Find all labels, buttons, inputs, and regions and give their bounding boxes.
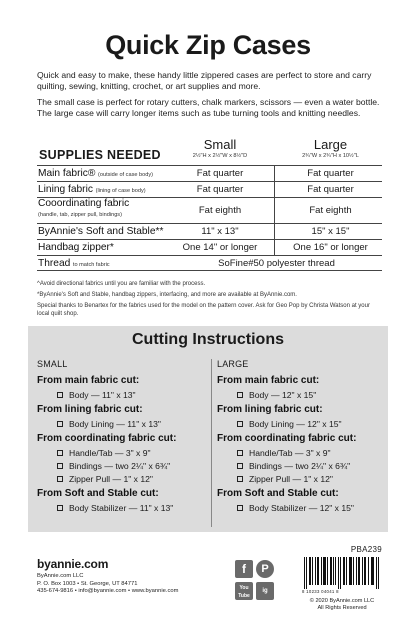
large-value: Fat quarter <box>307 184 354 195</box>
supply-label: Thread to match fabric <box>38 258 110 269</box>
large-value: 15" x 15" <box>311 226 350 237</box>
cut-item: Zipper Pull — 1" x 12" <box>217 472 385 485</box>
intro-paragraph: Quick and easy to make, these handy little zippered cases are perfect to store and carry quilting, sewing, knitting, crochet, or art supplies and more. <box>37 70 372 92</box>
checkbox-icon <box>237 450 243 456</box>
large-value: Fat eighth <box>309 205 352 216</box>
cut-group-heading: From coordinating fabric cut: <box>217 433 357 444</box>
cut-item: Body Stabilizer — 12" x 15" <box>217 501 385 514</box>
checkbox-icon <box>237 421 243 427</box>
supplies-header <box>37 137 382 165</box>
column-divider <box>211 359 212 527</box>
small-value: One 14" or longer <box>182 242 258 253</box>
supply-label: Main fabric® (outside of case body) <box>38 168 154 179</box>
checkbox-icon <box>237 505 243 511</box>
barcode <box>302 557 382 589</box>
youtube-icon[interactable]: You Tube <box>235 582 253 600</box>
checkbox-icon <box>57 463 63 469</box>
small-value: Fat quarter <box>196 168 244 179</box>
page-title: Quick Zip Cases <box>105 30 311 60</box>
checkbox-icon <box>237 463 243 469</box>
large-label: Large <box>313 137 348 152</box>
note: ^Avoid directional fabrics until you are familiar with the process. <box>37 281 206 287</box>
instagram-icon[interactable]: ig <box>256 582 274 600</box>
cut-item: Body Stabilizer — 11" x 13" <box>37 501 207 514</box>
checkbox-icon <box>57 392 63 398</box>
note: Special thanks to Benartex for the fabrics used for the model on the pattern cover. Ask for Geo Pop by Christa Watson at your local quilt shop. <box>37 303 370 317</box>
facebook-icon[interactable]: f <box>235 560 253 578</box>
supply-row <box>37 239 382 255</box>
small-value: Fat eighth <box>198 205 242 216</box>
checkbox-icon <box>57 421 63 427</box>
cutting-title: Cutting Instructions <box>132 331 284 348</box>
cut-item: Handle/Tab — 3" x 9" <box>217 446 385 459</box>
cut-item: Body Lining — 12" x 15" <box>217 417 385 430</box>
small-dimensions: 2½"H x 2½"W x 8½"D <box>192 153 248 159</box>
cut-item: Body — 11" x 13" <box>37 388 207 401</box>
small-value: Fat quarter <box>196 184 244 195</box>
address-block: ByAnnie.com LLC P. O. Box 1003 • St. George, UT 84771 435-674-9816 • info@byannie.com • www.byannie.com <box>37 573 179 594</box>
checkbox-icon <box>57 450 63 456</box>
pattern-code: PBA239 <box>350 545 382 554</box>
small-cutting-column <box>37 359 207 514</box>
footer <box>37 545 382 625</box>
supply-label: Lining fabric (lining of case body) <box>38 184 146 195</box>
supply-row <box>37 255 382 271</box>
cut-item: Zipper Pull — 1" x 12" <box>37 472 207 485</box>
large-heading: LARGE <box>217 359 249 369</box>
cut-item: Body — 12" x 15" <box>217 388 385 401</box>
pinterest-icon[interactable]: P <box>256 560 274 578</box>
notes <box>37 280 382 321</box>
large-column-header <box>279 137 382 159</box>
cut-item: Bindings — two 2¼" x 6¾" <box>217 459 385 472</box>
cut-group-heading: From Soft and Stable cut: <box>217 488 339 499</box>
supply-row <box>37 223 382 239</box>
shared-value: SoFine#50 polyester thread <box>218 258 335 269</box>
copyright: © 2020 ByAnnie.com LLC All Rights Reserved <box>309 598 375 611</box>
supply-label: Handbag zipper* <box>38 242 114 253</box>
cut-group-heading: From main fabric cut: <box>217 375 320 386</box>
intro-text <box>37 70 382 124</box>
checkbox-icon <box>237 392 243 398</box>
small-label: Small <box>203 137 237 152</box>
byannie-logo: byannie.com <box>37 557 109 571</box>
supplies-table <box>37 137 382 271</box>
cut-group-heading: From main fabric cut: <box>37 375 140 386</box>
note: *ByAnnie's Soft and Stable, handbag zippers, interfacing, and more are available at ByAnnie.com. <box>37 292 297 298</box>
small-heading: SMALL <box>37 359 68 369</box>
supply-label: ByAnnie's Soft and Stable** <box>38 226 164 237</box>
checkbox-icon <box>57 476 63 482</box>
large-cutting-column <box>217 359 385 514</box>
supply-row <box>37 165 382 181</box>
supplies-heading: SUPPLIES NEEDED <box>39 148 161 162</box>
cut-group-heading: From lining fabric cut: <box>217 404 323 415</box>
cut-item: Handle/Tab — 3" x 9" <box>37 446 207 459</box>
cut-item: Body Lining — 11" x 13" <box>37 417 207 430</box>
intro-paragraph: The small case is perfect for rotary cutters, chalk markers, scissors — even a water bottle. The large case will carry longer items such as tube turning tools and knitting needles. <box>37 96 380 119</box>
cut-group-heading: From lining fabric cut: <box>37 404 143 415</box>
cutting-instructions-panel <box>28 326 388 532</box>
supply-label: Cooordinating fabric (handle, tab, zipper pull, bindings) <box>38 198 130 218</box>
small-value: 11" x 13" <box>201 226 239 237</box>
small-column-header <box>171 137 269 159</box>
checkbox-icon <box>237 476 243 482</box>
large-dimensions: 2¾"W x 2¾"H x 10½"L <box>302 153 359 159</box>
supply-row <box>37 181 382 197</box>
social-icons <box>235 560 295 604</box>
cut-item: Bindings — two 2¼" x 6¾" <box>37 459 207 472</box>
checkbox-icon <box>57 505 63 511</box>
large-value: One 16" or longer <box>293 242 368 253</box>
cut-group-heading: From coordinating fabric cut: <box>37 433 177 444</box>
barcode-digits: 8 10233 04041 8 <box>302 589 339 594</box>
cut-group-heading: From Soft and Stable cut: <box>37 488 159 499</box>
large-value: Fat quarter <box>307 168 354 179</box>
supply-row <box>37 197 382 223</box>
